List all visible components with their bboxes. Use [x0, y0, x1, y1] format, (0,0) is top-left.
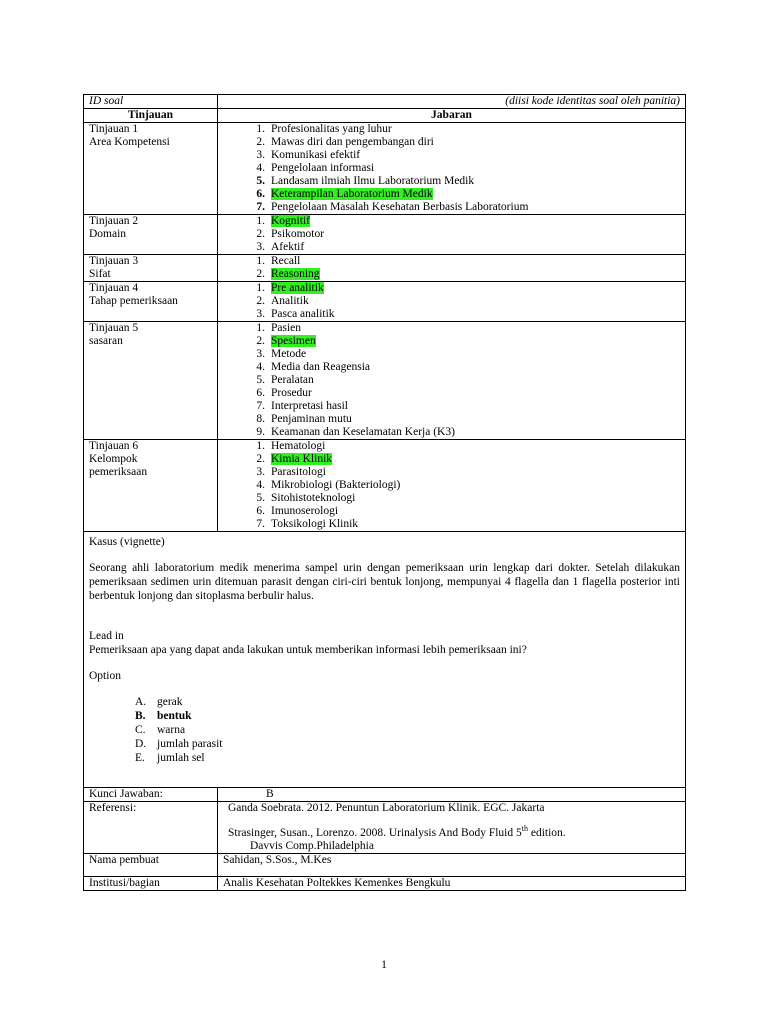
- list-item: [247, 162, 680, 175]
- option-title: Option: [89, 670, 121, 682]
- item-text: Pasien: [271, 322, 302, 334]
- list-item: [247, 268, 680, 281]
- item-text-highlighted: Keterampilan Laboratorium Medik: [271, 188, 433, 200]
- item-number: 4.: [256, 361, 265, 373]
- item-text: Media dan Reagensia: [271, 361, 370, 373]
- option-text: bentuk: [157, 710, 192, 722]
- item-text: Parasitologi: [271, 466, 326, 478]
- item-number: 2.: [256, 295, 265, 307]
- item-number: 2.: [256, 453, 265, 465]
- option-item: [135, 695, 680, 709]
- item-text: Keamanan dan Keselamatan Kerja (K3): [271, 426, 455, 438]
- section-list: [223, 255, 680, 281]
- option-text: gerak: [157, 696, 183, 708]
- author-row: [84, 854, 686, 877]
- option-text: jumlah sel: [157, 752, 205, 764]
- section-list: [223, 440, 680, 531]
- list-item: [247, 215, 680, 228]
- list-item: [247, 426, 680, 439]
- list-item: [247, 175, 680, 188]
- item-text: Peralatan: [271, 374, 314, 386]
- reference-value: [218, 802, 686, 854]
- option-letter: D.: [135, 738, 147, 750]
- item-number: 5.: [256, 374, 265, 386]
- item-number: 6.: [256, 505, 265, 517]
- list-item: [247, 308, 680, 321]
- item-number: 2.: [256, 228, 265, 240]
- item-text: Interpretasi hasil: [271, 400, 348, 412]
- section-title-line: Domain: [89, 228, 127, 240]
- section-items: [218, 440, 686, 532]
- option-text: warna: [157, 724, 186, 736]
- list-item: [247, 413, 680, 426]
- section-title-line: Area Kompetensi: [89, 136, 170, 148]
- id-row: [84, 95, 686, 109]
- list-item: [247, 201, 680, 214]
- section-title: [84, 322, 218, 440]
- section-title: [84, 123, 218, 215]
- section-items: [218, 255, 686, 282]
- reference-2: [228, 824, 680, 840]
- item-number: 2.: [256, 268, 265, 280]
- section-title-line: Tinjauan 2: [89, 215, 139, 227]
- case-text: Seorang ahli laboratorium medik menerima sampel urin dengan pemeriksaan urin lengkap dari dokter. Setelah dilakukan pemeriksaan sedimen urin ditemuan parasit dengan ciri-ciri bentuk lonjong, mempunyai 4 flagella dan 1 flagella posterior inti berbentuk lonjong dan sitoplasma berbulir halus.: [89, 562, 680, 602]
- list-item: [247, 387, 680, 400]
- item-number: 2.: [256, 136, 265, 148]
- option-item: [135, 723, 680, 737]
- reference-2-edition: edition.: [527, 827, 566, 839]
- header-jabaran: Jabaran: [218, 109, 686, 123]
- header-row: [84, 109, 686, 123]
- item-number: 7.: [256, 400, 265, 412]
- option-letter: A.: [135, 696, 147, 708]
- item-number: 2.: [256, 335, 265, 347]
- item-text: Prosedur: [271, 387, 312, 399]
- list-item: [247, 348, 680, 361]
- item-number: 1.: [256, 255, 265, 267]
- item-text: Sitohistoteknologi: [271, 492, 356, 504]
- section-list: [223, 322, 680, 439]
- item-text: Penjaminan mutu: [271, 413, 352, 425]
- reference-1: Ganda Soebrata. 2012. Penuntun Laboratorium Klinik. EGC. Jakarta: [228, 802, 545, 814]
- section-title-line: Tinjauan 1: [89, 123, 139, 135]
- item-number: 3.: [256, 348, 265, 360]
- section-row: [84, 440, 686, 532]
- list-item: [247, 453, 680, 466]
- option-item: [135, 737, 680, 751]
- option-item: [135, 751, 680, 765]
- item-number: 1.: [256, 215, 265, 227]
- list-item: [247, 479, 680, 492]
- item-number: 6.: [256, 188, 265, 200]
- section-title-line: Tahap pemeriksaan: [89, 295, 178, 307]
- section-title: [84, 215, 218, 255]
- list-item: [247, 228, 680, 241]
- item-text: Mawas diri dan pengembangan diri: [271, 136, 434, 148]
- institution-value: Analis Kesehatan Poltekkes Kemenkes Bengkulu: [218, 877, 686, 891]
- option-letter: E.: [135, 752, 145, 764]
- item-number: 1.: [256, 440, 265, 452]
- item-number: 3.: [256, 308, 265, 320]
- item-text: Pasca analitik: [271, 308, 335, 320]
- item-number: 6.: [256, 387, 265, 399]
- section-title-line: Tinjauan 6: [89, 440, 139, 452]
- item-text: Psikomotor: [271, 228, 325, 240]
- answer-label: Kunci Jawaban:: [84, 788, 218, 802]
- list-item: [247, 492, 680, 505]
- section-title: [84, 255, 218, 282]
- section-row: [84, 322, 686, 440]
- author-value: Sahidan, S.Sos., M.Kes: [218, 854, 686, 877]
- list-item: [247, 505, 680, 518]
- list-item: [247, 295, 680, 308]
- section-list: [223, 123, 680, 214]
- list-item: [247, 255, 680, 268]
- section-row: [84, 123, 686, 215]
- case-cell: [84, 532, 686, 788]
- institution-row: [84, 877, 686, 891]
- option-letter: B.: [135, 710, 146, 722]
- item-number: 3.: [256, 149, 265, 161]
- item-text: Profesionalitas yang luhur: [271, 123, 392, 135]
- section-title-line: Tinjauan 3: [89, 255, 139, 267]
- section-title-line: Tinjauan 5: [89, 322, 139, 334]
- item-number: 4.: [256, 162, 265, 174]
- page-number: 1: [381, 959, 387, 971]
- list-item: [247, 282, 680, 295]
- section-row: [84, 255, 686, 282]
- reference-2-publisher: Davvis Comp.Philadelphia: [250, 840, 374, 852]
- question-table: [83, 94, 686, 891]
- section-list: [223, 282, 680, 321]
- section-row: [84, 282, 686, 322]
- item-text: Imunoserologi: [271, 505, 339, 517]
- list-item: [247, 518, 680, 531]
- id-note: (diisi kode identitas soal oleh panitia): [218, 95, 686, 109]
- case-title: Kasus (vignette): [89, 536, 165, 548]
- section-list: [223, 215, 680, 254]
- item-text: Afektif: [271, 241, 305, 253]
- item-text: Analitik: [271, 295, 309, 307]
- item-number: 9.: [256, 426, 265, 438]
- item-text: Hematologi: [271, 440, 326, 452]
- section-title: [84, 440, 218, 532]
- item-text-highlighted: Pre analitik: [271, 282, 324, 294]
- institution-label: Institusi/bagian: [84, 877, 218, 891]
- section-items: [218, 215, 686, 255]
- option-text: jumlah parasit: [157, 738, 223, 750]
- list-item: [247, 361, 680, 374]
- item-number: 3.: [256, 466, 265, 478]
- item-text: Landasam ilmiah Ilmu Laboratorium Medik: [271, 175, 475, 187]
- item-number: 5.: [256, 492, 265, 504]
- list-item: [247, 241, 680, 254]
- list-item: [247, 123, 680, 136]
- header-tinjauan: Tinjauan: [84, 109, 218, 123]
- section-title: [84, 282, 218, 322]
- item-number: 3.: [256, 241, 265, 253]
- lead-text: Pemeriksaan apa yang dapat anda lakukan untuk memberikan informasi lebih pemeriksaan ini?: [89, 644, 527, 656]
- list-item: [247, 400, 680, 413]
- section-title-line: pemeriksaan: [89, 466, 148, 478]
- section-items: [218, 282, 686, 322]
- item-number: 7.: [256, 201, 265, 213]
- author-label: Nama pembuat: [84, 854, 218, 877]
- item-text: Recall: [271, 255, 301, 267]
- option-list: [89, 695, 680, 765]
- item-text: Metode: [271, 348, 307, 360]
- item-text-highlighted: Kognitif: [271, 215, 310, 227]
- list-item: [247, 466, 680, 479]
- list-item: [247, 335, 680, 348]
- item-text-highlighted: Kimia Klinik: [271, 453, 333, 465]
- list-item: [247, 188, 680, 201]
- option-item-correct: [135, 709, 680, 723]
- list-item: [247, 440, 680, 453]
- answer-row: [84, 788, 686, 802]
- section-row: [84, 215, 686, 255]
- item-text: Pengelolaan Masalah Kesehatan Berbasis Laboratorium: [271, 201, 529, 213]
- item-text-highlighted: Reasoning: [271, 268, 320, 280]
- list-item: [247, 374, 680, 387]
- section-title-line: Tinjauan 4: [89, 282, 139, 294]
- item-number: 1.: [256, 123, 265, 135]
- lead-title: Lead in: [89, 630, 124, 642]
- section-title-line: Kelompok: [89, 453, 138, 465]
- reference-row: [84, 802, 686, 854]
- item-number: 7.: [256, 518, 265, 530]
- section-title-line: sasaran: [89, 335, 123, 347]
- section-items: [218, 322, 686, 440]
- section-items: [218, 123, 686, 215]
- id-label: ID soal: [84, 95, 218, 109]
- case-row: [84, 532, 686, 788]
- item-number: 1.: [256, 322, 265, 334]
- list-item: [247, 136, 680, 149]
- section-title-line: Sifat: [89, 268, 111, 280]
- item-number: 1.: [256, 282, 265, 294]
- item-text: Pengelolaan informasi: [271, 162, 375, 174]
- option-letter: C.: [135, 724, 146, 736]
- answer-value: B: [218, 788, 686, 802]
- item-text: Mikrobiologi (Bakteriologi): [271, 479, 401, 491]
- question-form: [83, 94, 685, 891]
- item-number: 8.: [256, 413, 265, 425]
- reference-2-sup: th: [521, 824, 528, 834]
- reference-2-text: Strasinger, Susan., Lorenzo. 2008. Urinalysis And Body Fluid 5: [228, 827, 522, 839]
- item-text: Komunikasi efektif: [271, 149, 361, 161]
- reference-label: Referensi:: [84, 802, 218, 854]
- item-number: 4.: [256, 479, 265, 491]
- list-item: [247, 149, 680, 162]
- item-text: Toksikologi Klinik: [271, 518, 359, 530]
- list-item: [247, 322, 680, 335]
- item-number: 5.: [256, 175, 265, 187]
- item-text-highlighted: Spesimen: [271, 335, 316, 347]
